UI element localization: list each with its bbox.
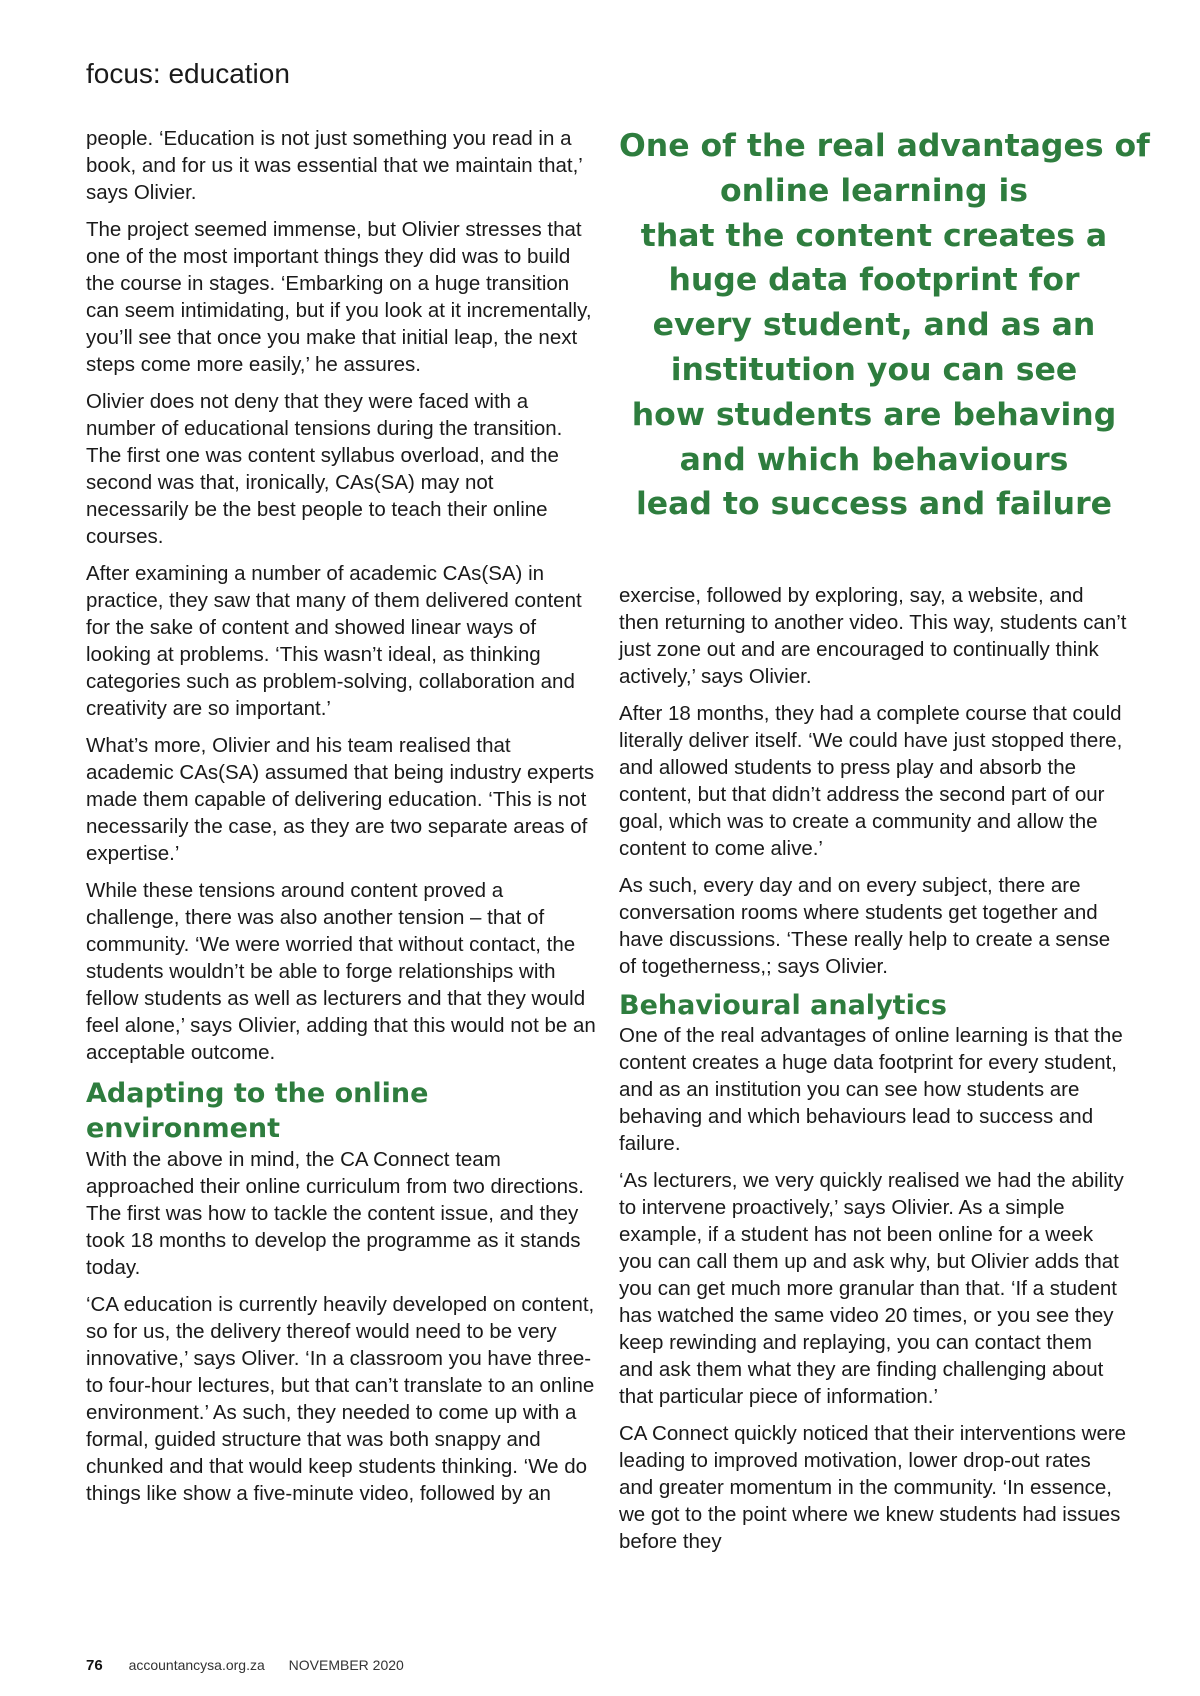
pull-quote-line: and which behaviours — [679, 441, 1069, 478]
body-paragraph: As such, every day and on every subject, there are conversation rooms where students get together and have discussions. ‘These really help to create a sense of togetherness,; says Olivier. — [619, 874, 1111, 978]
body-paragraph: exercise, followed by exploring, say, a website, and then returning to another video. This way, students can’t just zone out and are encouraged to continually think actively,’ says Olivier. — [619, 584, 1127, 688]
pull-quote-line: how students are behaving — [631, 396, 1117, 433]
body-paragraph: CA Connect quickly noticed that their interventions were leading to improved motivation, lower drop-out rates and greater momentum in the community. ‘In essence, we got to the point where we knew students had issues before they — [619, 1422, 1127, 1553]
footer-website: accountancysa.org.za — [128, 1657, 265, 1673]
body-paragraph: With the above in mind, the CA Connect team approached their online curriculum from two directions. The first was how to tackle the content issue, and they took 18 months to develop the programme as it stands today. — [86, 1148, 584, 1279]
left-column — [86, 125, 598, 1517]
pull-quote-line: that the content creates a — [640, 217, 1108, 254]
body-paragraph: While these tensions around content proved a challenge, there was also another tension – that of community. ‘We were worried that without contact, the students wouldn’t be able to forge relationships with fellow students as well as lecturers and that they would feel alone,’ says Olivier, adding that this would not be an acceptable outcome. — [86, 879, 596, 1064]
pull-quote-line: institution you can see — [670, 351, 1078, 388]
section-label: focus: education — [86, 58, 290, 89]
body-paragraph: One of the real advantages of online learning is that the content creates a huge data footprint for every student, and as an institution you can see how students are behaving and which behaviours lead to success and failure. — [619, 1024, 1123, 1155]
page-number: 76 — [86, 1657, 103, 1674]
body-paragraph: The project seemed immense, but Olivier stresses that one of the most important things they did was to build the course in stages. ‘Embarking on a huge transition can seem intimidating, but if you look at it incrementally, you’ll see that once you make that initial leap, the next steps come more easily,’ he assures. — [86, 218, 592, 376]
subheading-adapting: Adapting to the online environment — [86, 1078, 429, 1144]
pull-quote-line: lead to success and failure — [635, 486, 1113, 523]
right-column — [619, 582, 1129, 1565]
body-paragraph: ‘CA education is currently heavily developed on content, so for us, the delivery thereof would need to be very innovative,’ says Oliver. ‘In a classroom you have three- to four-hour lectures, but that can’t translate to an online environment.’ As such, they needed to come up with a formal, guided structure that was both snappy and chunked and that would keep students thinking. ‘We do things like show a five-minute video, followed by an — [86, 1293, 595, 1505]
body-paragraph: ‘As lecturers, we very quickly realised we had the ability to intervene proactively,’ says Olivier. As a simple example, if a student has not been online for a week you can call them up and ask why, but Olivier adds that you can get much more granular than that. ‘If a student has watched the same video 20 times, or you see they keep rewinding and replaying, you can contact them and ask them what they are finding challenging about that particular piece of information.’ — [619, 1169, 1124, 1408]
body-paragraph: Olivier does not deny that they were faced with a number of educational tensions during the transition. The first one was content syllabus overload, and the second was that, ironically, CAs(SA) may not necessarily be the best people to teach their online courses. — [86, 390, 563, 548]
body-paragraph: people. ‘Education is not just something you read in a book, and for us it was essential that we maintain that,’ says Olivier. — [86, 127, 583, 204]
pull-quote — [619, 124, 1150, 527]
page-footer — [86, 1657, 404, 1674]
pull-quote-line: huge data footprint for — [668, 262, 1080, 299]
subheading-behavioural-analytics: Behavioural analytics — [619, 990, 947, 1021]
pull-quote-line: One of the real advantages of — [619, 128, 1150, 164]
pull-quote-line: online learning is — [719, 172, 1029, 209]
body-paragraph: What’s more, Olivier and his team realised that academic CAs(SA) assumed that being industry experts made them capable of delivering education. ‘This is not necessarily the case, as they are two separate areas of expertise.’ — [86, 734, 595, 865]
pull-quote-line: every student, and as an — [652, 307, 1096, 344]
footer-issue-date: NOVEMBER 2020 — [288, 1657, 404, 1673]
body-paragraph: After examining a number of academic CAs(SA) in practice, they saw that many of them delivered content for the sake of content and showed linear ways of looking at problems. ‘This wasn’t ideal, as thinking categories such as problem-solving, collaboration and creativity are so important.’ — [86, 562, 582, 720]
body-paragraph: After 18 months, they had a complete course that could literally deliver itself. ‘We could have just stopped there, and allowed students to press play and absorb the content, but that didn’t address the second part of our goal, which was to create a community and allow the content to come alive.’ — [619, 702, 1123, 860]
